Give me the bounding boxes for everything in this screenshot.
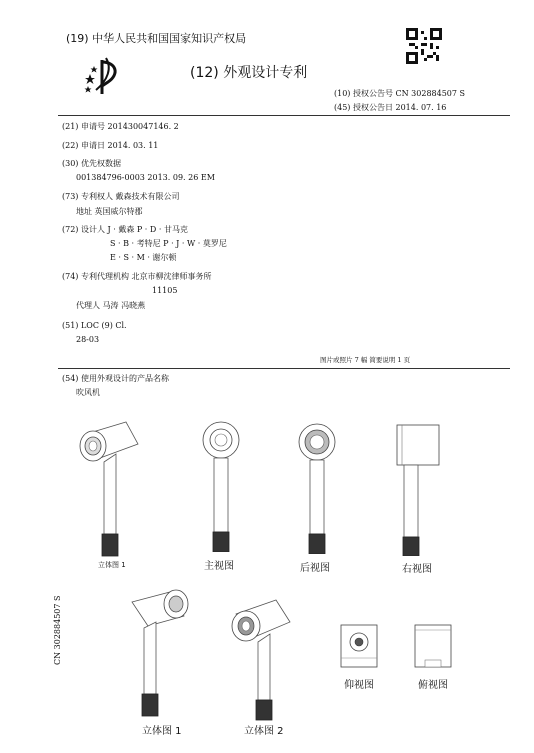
designers-line-1: (72) 设计人 J · 戴森 P · D · 甘马克: [62, 225, 188, 234]
priority-value: 001384796-0003 2013. 09. 26 EM: [76, 173, 215, 182]
perspective-view-small-figure: [76, 418, 148, 560]
application-date: (22) 申请日 2014. 03. 11: [62, 141, 159, 150]
perspective-2-caption: 立体图 2: [244, 726, 284, 737]
designers-line-2: S · B · 考特尼 P · J · W · 莫罗尼: [110, 239, 227, 248]
perspective-view-2-figure: [226, 596, 298, 722]
rear-view-figure: [294, 422, 340, 554]
right-view-caption: 右视图: [402, 564, 432, 575]
agency-code: 11105: [152, 286, 178, 295]
top-view-figure: [414, 624, 452, 668]
right-view-figure: [396, 424, 440, 556]
bottom-view-figure: [340, 624, 378, 668]
front-view-caption: 主视图: [204, 561, 234, 572]
top-view-caption: 俯视图: [418, 680, 448, 691]
agents: 代理人 马涛 冯晓燕: [76, 301, 146, 310]
designers-line-3: E · S · M · 谢尔顿: [110, 253, 177, 262]
patentee: (73) 专利权人 戴森技术有限公司: [62, 192, 180, 201]
perspective-view-1-figure: [126, 588, 192, 718]
priority-title: (30) 优先权数据: [62, 159, 121, 168]
rear-view-caption: 后视图: [300, 563, 330, 574]
biblio-divider: [58, 368, 510, 369]
perspective-1-caption: 立体图 1: [142, 726, 182, 737]
publication-date: (45) 授权公告日 2014. 07. 16: [334, 103, 447, 112]
application-number: (21) 申请号 201430047146. 2: [62, 122, 179, 131]
product-name: 吹风机: [76, 388, 100, 397]
image-summary: 图片或照片 7 幅 简要说明 1 页: [320, 356, 411, 364]
header-divider: [58, 115, 510, 116]
patentee-address: 地址 英国威尔特郡: [76, 207, 143, 216]
loc-classification-value: 28-03: [76, 335, 100, 344]
loc-classification-title: (51) LOC (9) Cl.: [62, 321, 127, 330]
qr-code-icon: [406, 28, 442, 64]
product-name-title: (54) 使用外观设计的产品名称: [62, 374, 169, 383]
perspective-small-caption: 立体图 1: [98, 561, 126, 569]
bottom-view-caption: 仰视图: [344, 680, 374, 691]
side-publication-number: CN 302884507 S: [53, 595, 62, 665]
office-name: (19) 中华人民共和国国家知识产权局: [66, 32, 247, 45]
patent-office-logo-icon: [82, 54, 126, 98]
patent-agency: (74) 专利代理机构 北京市柳沈律师事务所: [62, 272, 212, 281]
publication-number: (10) 授权公告号 CN 302884507 S: [334, 89, 466, 98]
front-view-figure: [198, 420, 244, 552]
document-type-title: (12) 外观设计专利: [190, 65, 308, 81]
